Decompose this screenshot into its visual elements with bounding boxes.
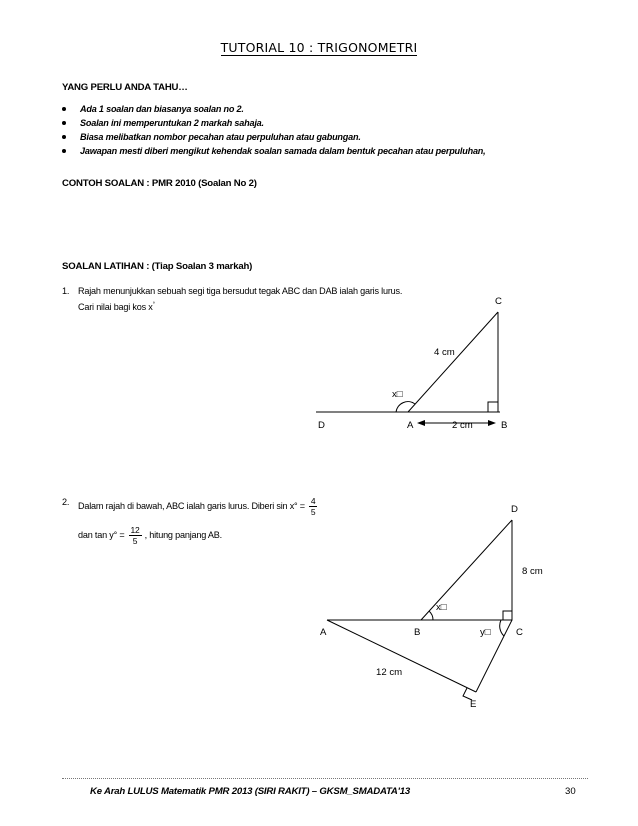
q2-line2: dan tan y° = $\frac{12}{5}$ , hitung panjang AB. [78,524,222,546]
page-title: TUTORIAL 10 : TRIGONOMETRI [220,40,418,55]
q1-label-x: x□ [392,389,403,400]
q2-side-bd [421,520,512,620]
q2-label-ae: 12 cm [376,667,403,678]
q1-label-d: D [318,420,325,431]
q2-side-ae [327,620,476,692]
q1-label-ac: 4 cm [434,347,455,358]
q2-line1: Dalam rajah di bawah, ABC ialah garis lurus. Diberi sin x° = $\frac{4}{5}$ [78,495,316,517]
bullet-item: Soalan ini memperuntukan 2 markah sahaja. [62,116,486,130]
bullet-item: Ada 1 soalan dan biasanya soalan no 2. [62,102,486,116]
footer-text: Ke Arah LULUS Matematik PMR 2013 (SIRI RAKIT) – GKSM_SMADATA'13 [90,786,411,797]
bullet-item: Biasa melibatkan nombor pecahan atau perpuluhan atau gabungan. [62,130,486,144]
q2-label-y: y□ [480,627,491,638]
q1-line1: Rajah menunjukkan sebuah segi tiga bersudut tegak ABC dan DAB ialah garis lurus. [78,286,403,296]
q2-right-angle-c [503,611,512,620]
q1-line2: Cari nilai bagi kos x° [78,302,155,313]
page-number: 30 [565,786,576,797]
q2-label-b: B [414,627,421,638]
q2-label-c: C [516,627,523,638]
q2-angle-x-arc [429,611,433,620]
q1-number: 1. [62,286,70,296]
q1-label-a: A [407,420,414,431]
footer-divider [62,778,588,779]
q2-label-d: D [511,504,518,515]
q2-label-e: E [470,699,477,710]
practice-heading: SOALAN LATIHAN : (Tiap Soalan 3 markah) [62,261,253,272]
q2-label-a: A [320,627,327,638]
q1-label-ab: 2 cm [452,420,473,431]
q2-angle-y-arc [500,620,504,636]
q2-tan-fraction: $\frac{12}{5}$ [130,524,140,546]
know-heading: YANG PERLU ANDA TAHU… [62,82,188,93]
q2-sin-fraction: $\frac{4}{5}$ [310,495,316,517]
q2-label-dc: 8 cm [522,566,543,577]
q1-label-b: B [501,420,508,431]
q1-label-c: C [495,296,502,307]
q2-number: 2. [62,497,70,507]
example-heading: CONTOH SOALAN : PMR 2010 (Soalan No 2) [62,178,257,189]
bullet-item: Jawapan mesti diberi mengikut kehendak soalan samada dalam bentuk pecahan atau perpuluhan, [62,144,486,158]
q2-label-x: x□ [436,602,447,613]
